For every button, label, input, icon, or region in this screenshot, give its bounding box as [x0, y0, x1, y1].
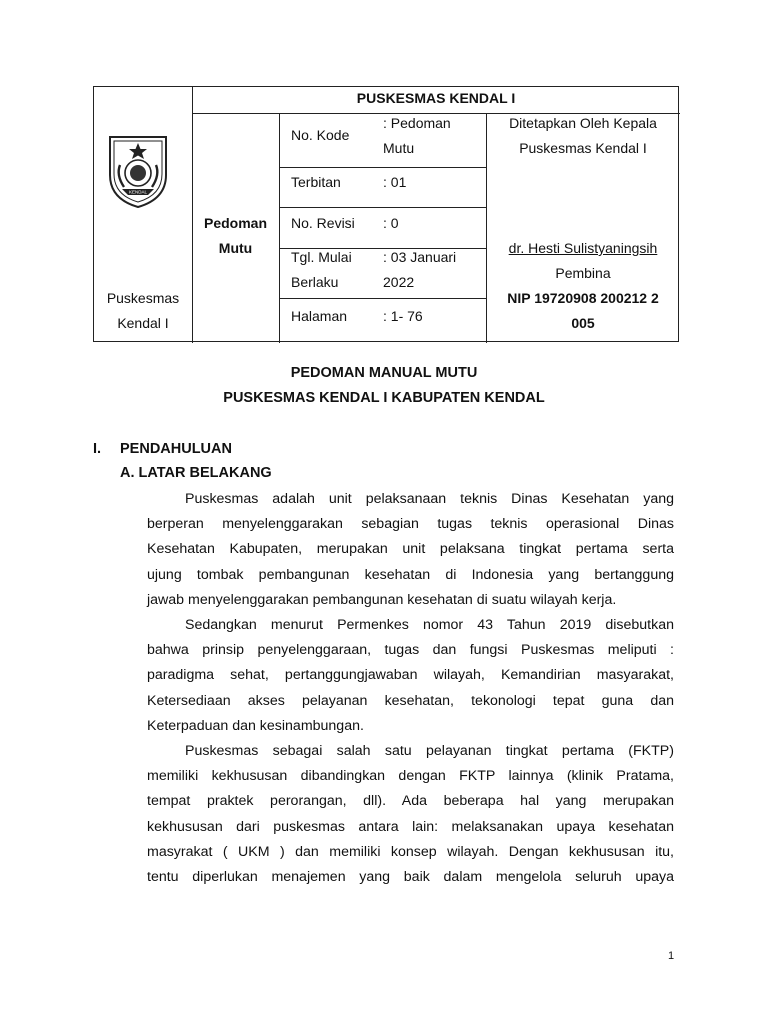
page-number: 1 [668, 950, 675, 962]
paragraph-line: kekhususan dari puskesmas antara lain: melaksanakan upaya kesehatan [147, 818, 674, 835]
row-terbitan-value: : 01 [383, 174, 407, 190]
row-terbitan-label: Terbitan [291, 174, 341, 190]
approver-rank: Pembina [555, 265, 611, 281]
header-org-label-line2: Kendal I [117, 315, 169, 331]
header-org-label-line1: Puskesmas [106, 290, 180, 306]
paragraph-line: tempat praktek perorangan, dll). Ada beberapa hal yang merupakan [147, 793, 674, 810]
row-halaman-value: : 1- 76 [383, 308, 423, 324]
row-revisi-label: No. Revisi [291, 215, 355, 231]
paragraph-line: berperan menyelenggarakan sebagian tugas teknis operasional Dinas [147, 516, 674, 533]
row-tgl-value-line2: 2022 [383, 274, 415, 290]
document-title: PEDOMAN MANUAL MUTU [290, 365, 478, 381]
row-tgl-value-line1: : 03 Januari [383, 249, 457, 265]
row-kode-label: No. Kode [291, 127, 350, 143]
row-kode-value-line1: : Pedoman [383, 115, 451, 131]
row-revisi-value: : 0 [383, 215, 399, 231]
paragraph-line: Keterpaduan dan kesinambungan. [147, 717, 364, 734]
paragraph-line: bahwa prinsip penyelenggaraan, tugas dan fungsi Puskesmas meliputi : [147, 642, 674, 659]
row-tgl-label-line1: Tgl. Mulai [291, 249, 352, 265]
paragraph-line: memiliki kekhususan dibandingkan dengan FKTP lainnya (klinik Pratama, [147, 768, 674, 785]
document-subtitle: PUSKESMAS KENDAL I KABUPATEN KENDAL [223, 390, 545, 406]
subsection-title: A. LATAR BELAKANG [120, 465, 272, 481]
paragraph-line: tentu diperlukan menajemen yang baik dalam mengelola seluruh upaya [147, 868, 674, 885]
paragraph-line: Puskesmas sebagai salah satu pelayanan tingkat pertama (FKTP) [185, 743, 674, 759]
row-halaman-label: Halaman [291, 308, 348, 324]
paragraph-2 [147, 613, 674, 739]
paragraph-line: ujung tombak pembangunan kesehatan di Indonesia yang bertanggung [147, 566, 674, 583]
paragraph-line: paradigma sehat, pertanggungjawaban wilayah, Kemandirian masyarakat, [147, 667, 674, 684]
paragraph-line: jawab menyelenggarakan pembangunan kesehatan di suatu wilayah kerja. [147, 591, 617, 608]
approval-line2: Puskesmas Kendal I [519, 140, 647, 156]
document-header-table [93, 86, 679, 342]
paragraph-line: Sedangkan menurut Permenkes nomor 43 Tahun 2019 disebutkan [185, 617, 674, 633]
row-tgl-label-line2: Berlaku [291, 274, 339, 290]
approval-line1: Ditetapkan Oleh Kepala [509, 115, 657, 131]
row-kode-value-line2: Mutu [383, 140, 415, 156]
paragraph-3 [147, 739, 674, 890]
approver-name: dr. Hesti Sulistyaningsih [508, 240, 658, 256]
header-doc-type-line1: Pedoman [203, 215, 267, 231]
approver-nip-line1: NIP 19720908 200212 2 [507, 290, 659, 306]
approver-nip-line2: 005 [571, 315, 595, 331]
header-org-title: PUSKESMAS KENDAL I [356, 90, 516, 106]
paragraph-line: Puskesmas adalah unit pelaksanaan teknis Dinas Kesehatan yang [185, 491, 674, 507]
paragraph-1 [147, 487, 674, 613]
header-doc-type-line2: Mutu [218, 240, 253, 256]
paragraph-line: Kesehatan Kabupaten, merupakan unit pelaksana tingkat pertama serta [147, 541, 674, 558]
kendal-emblem-icon [102, 129, 174, 209]
section-number: I. [93, 441, 102, 457]
logo-label: KENDAL [128, 189, 148, 195]
paragraph-line: masyrakat ( UKM ) dan memiliki konsep wilayah. Dengan kekhususan itu, [147, 843, 674, 860]
paragraph-line: Ketersediaan akses pelayanan kesehatan, tekonologi tepat guna dan [147, 692, 674, 709]
section-title: PENDAHULUAN [120, 441, 232, 457]
